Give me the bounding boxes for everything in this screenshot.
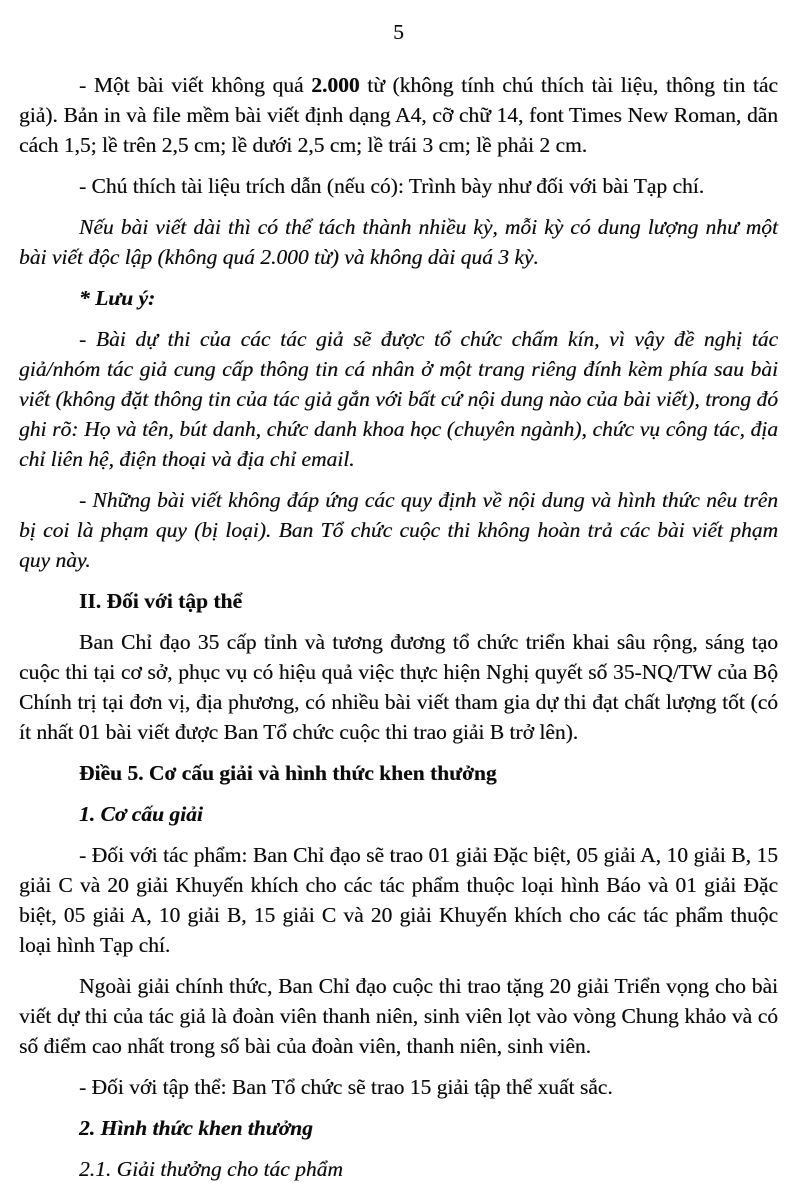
page-number: 5 <box>393 20 404 44</box>
heading-collective: II. Đối với tập thể <box>79 589 243 613</box>
paragraph-collective: Ban Chỉ đạo 35 cấp tỉnh và tương đương tổ chức triển khai sâu rộng, sáng tạo cuộc thi tại cơ sở, phục vụ có hiệu quả việc thực hiện Nghị quyết số 35-NQ/TW của Bộ Chính trị tại đơn vị, địa phương, có nhiều bài viết tham gia dự thi đạt chất lượng tốt (có ít nhất 01 bài viết được Ban Tổ chức cuộc thi trao giải B trở lên). <box>19 630 778 744</box>
paragraph-article-limit <box>19 70 778 160</box>
paragraph-text: - Một bài viết không quá <box>79 73 312 97</box>
bold-word-count: 2.000 <box>311 73 360 97</box>
note-heading: * Lưu ý: <box>79 286 156 310</box>
paragraph-prizes-youth: Ngoài giải chính thức, Ban Chỉ đạo cuộc thi trao tặng 20 giải Triển vọng cho bài viết dự thi của tác giả là đoàn viên thanh niên, sinh viên lọt vào vòng Chung khảo và có số điểm cao nhất trong số bài của đoàn viên, thanh niên, sinh viên. <box>19 974 778 1058</box>
paragraph-citation: - Chú thích tài liệu trích dẫn (nếu có): Trình bày như đối với bài Tạp chí. <box>79 174 705 198</box>
heading-prize-structure: 1. Cơ cấu giải <box>79 802 203 826</box>
heading-award-works: 2.1. Giải thưởng cho tác phẩm <box>79 1157 343 1181</box>
paragraph-prizes-works: - Đối với tác phẩm: Ban Chỉ đạo sẽ trao 01 giải Đặc biệt, 05 giải A, 10 giải B, 15 giải C và 20 giải Khuyến khích cho các tác phẩm thuộc loại hình Báo và 01 giải Đặc biệt, 05 giải A, 10 giải B, 15 giải C và 20 giải Khuyến khích cho các tác phẩm thuộc loại hình Tạp chí. <box>19 843 778 957</box>
paragraph-multipart: Nếu bài viết dài thì có thể tách thành nhiều kỳ, mỗi kỳ có dung lượng như một bài viết độc lập (không quá 2.000 từ) và không dài quá 3 kỳ. <box>19 215 778 269</box>
heading-reward-form: 2. Hình thức khen thưởng <box>79 1116 313 1140</box>
heading-article-5: Điều 5. Cơ cấu giải và hình thức khen thưởng <box>79 761 497 785</box>
paragraph-text: từ (không tính chú thích tài liệu, thông tin tác giả). Bản in và file mềm bài viết định dạng A4, cỡ chữ 14, font Times New Roman, dãn cách 1,5; lề trên 2,5 cm; lề dưới 2,5 cm; lề trái 3 cm; lề phải 2 cm. <box>19 73 778 157</box>
paragraph-violation: - Những bài viết không đáp ứng các quy định về nội dung và hình thức nêu trên bị coi là phạm quy (bị loại). Ban Tổ chức cuộc thi không hoàn trả các bài viết phạm quy này. <box>19 488 778 572</box>
paragraph-anonymous-review: - Bài dự thi của các tác giả sẽ được tổ chức chấm kín, vì vậy đề nghị tác giả/nhóm tác giả cung cấp thông tin cá nhân ở một trang riêng đính kèm phía sau bài viết (không đặt thông tin của tác giả gắn với bất cứ nội dung nào của bài viết), trong đó ghi rõ: Họ và tên, bút danh, chức danh khoa học (chuyên ngành), chức vụ công tác, địa chỉ liên hệ, điện thoại và địa chỉ email. <box>19 327 778 471</box>
paragraph-prizes-collective: - Đối với tập thể: Ban Tổ chức sẽ trao 15 giải tập thể xuất sắc. <box>79 1075 613 1099</box>
